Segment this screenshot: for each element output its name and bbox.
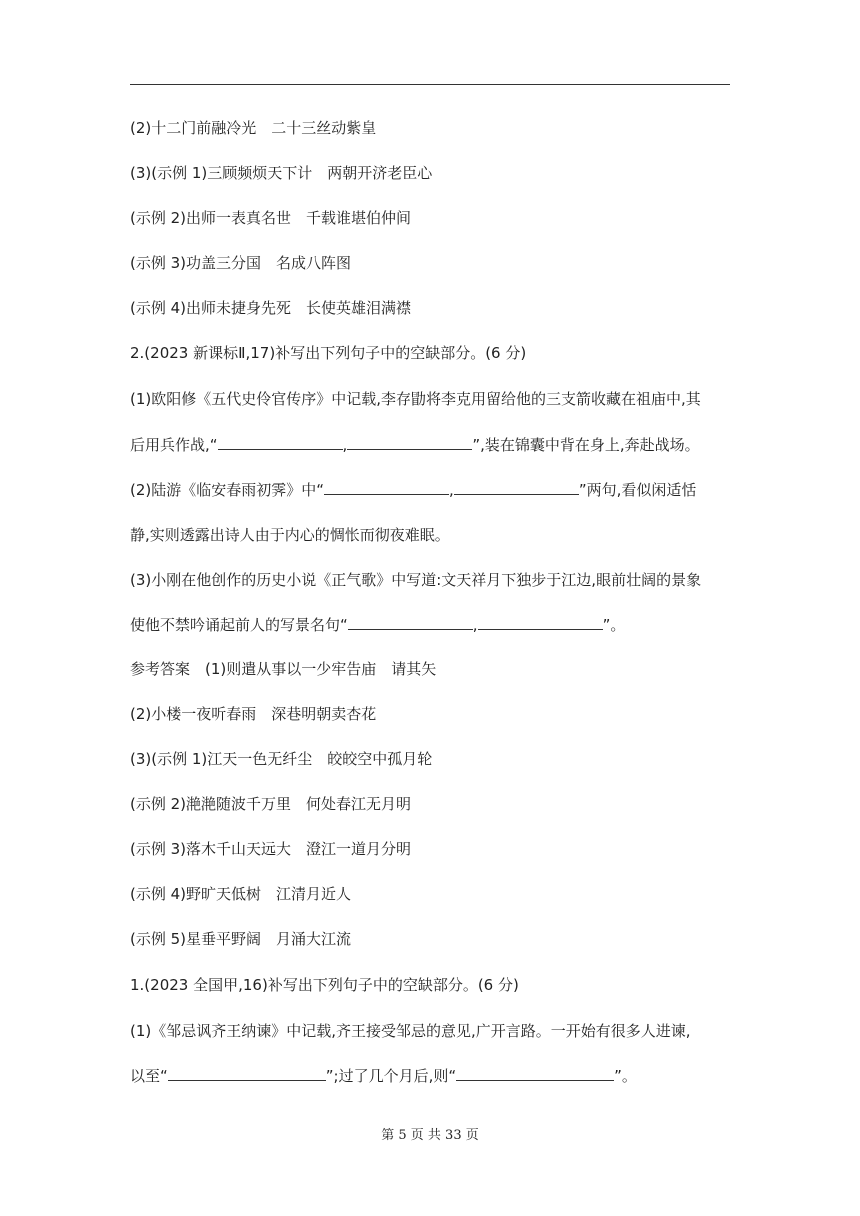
answer-line: (示例 3)落木千山天远大 澄江一道月分明 (130, 840, 412, 858)
fill-blank[interactable] (348, 615, 473, 630)
text-segment: , (342, 436, 348, 454)
question-text-with-blanks (130, 435, 740, 455)
answer-line: (示例 2)滟滟随波千万里 何处春江无月明 (130, 795, 412, 813)
answer-line: (示例 5)星垂平野阔 月涌大江流 (130, 930, 352, 948)
question-text: (1)《邹忌讽齐王纳谏》中记载,齐王接受邹忌的意见,广开言路。一开始有很多人进谏, (130, 1022, 691, 1040)
answer-line: (示例 3)功盖三分国 名成八阵图 (130, 254, 352, 272)
fill-blank[interactable] (347, 435, 472, 450)
text-segment: ”;过了几个月后,则“ (325, 1067, 457, 1085)
text-segment: (2)陆游《临安春雨初霁》中“ (130, 481, 325, 499)
answer-line: (示例 2)出师一表真名世 千载谁堪伯仲间 (130, 209, 412, 227)
text-segment: ”两句,看似闲适恬 (578, 481, 697, 499)
answer-heading: 参考答案 (1)则遣从事以一少牢告庙 请其矢 (130, 660, 437, 678)
question-heading: 2.(2023 新课标Ⅱ,17)补写出下列句子中的空缺部分。(6 分) (130, 344, 527, 362)
fill-blank[interactable] (218, 435, 343, 450)
text-segment: ”,装在锦囊中背在身上,奔赴战场。 (472, 436, 700, 454)
text-segment: , (472, 616, 478, 634)
fill-blank[interactable] (454, 480, 579, 495)
question-text-with-blanks (130, 480, 740, 500)
page-number: 第 5 页 共 33 页 (381, 1128, 479, 1143)
text-segment: 以至“ (130, 1067, 168, 1085)
header-rule (130, 84, 730, 85)
answer-line: (示例 4)野旷天低树 江清月近人 (130, 885, 352, 903)
fill-blank[interactable] (324, 480, 449, 495)
answer-line: (3)(示例 1)江天一色无纤尘 皎皎空中孤月轮 (130, 750, 433, 768)
question-text: 静,实则透露出诗人由于内心的惆怅而彻夜难眠。 (130, 526, 450, 544)
answer-line: (2)十二门前融冷光 二十三丝动紫皇 (130, 119, 377, 137)
question-text-with-blanks (130, 615, 740, 635)
text-segment: ”。 (602, 616, 626, 634)
question-heading: 1.(2023 全国甲,16)补写出下列句子中的空缺部分。(6 分) (130, 976, 519, 994)
answer-line: (2)小楼一夜听春雨 深巷明朝卖杏花 (130, 705, 377, 723)
question-text-with-blanks (130, 1066, 740, 1086)
answer-line: (示例 4)出师未捷身先死 长使英雄泪满襟 (130, 299, 412, 317)
text-segment: 使他不禁吟诵起前人的写景名句“ (130, 616, 348, 634)
question-text: (1)欧阳修《五代史伶官传序》中记载,李存勖将李克用留给他的三支箭收藏在祖庙中,其 (130, 390, 701, 408)
text-segment: ”。 (614, 1067, 637, 1085)
text-segment: 后用兵作战,“ (130, 436, 218, 454)
text-segment: , (449, 481, 454, 499)
answer-line: (3)(示例 1)三顾频烦天下计 两朝开济老臣心 (130, 164, 433, 182)
fill-blank[interactable] (456, 1066, 614, 1081)
fill-blank[interactable] (478, 615, 603, 630)
fill-blank[interactable] (168, 1066, 326, 1081)
question-text: (3)小刚在他创作的历史小说《正气歌》中写道:文天祥月下独步于江边,眼前壮阔的景象 (130, 571, 702, 589)
